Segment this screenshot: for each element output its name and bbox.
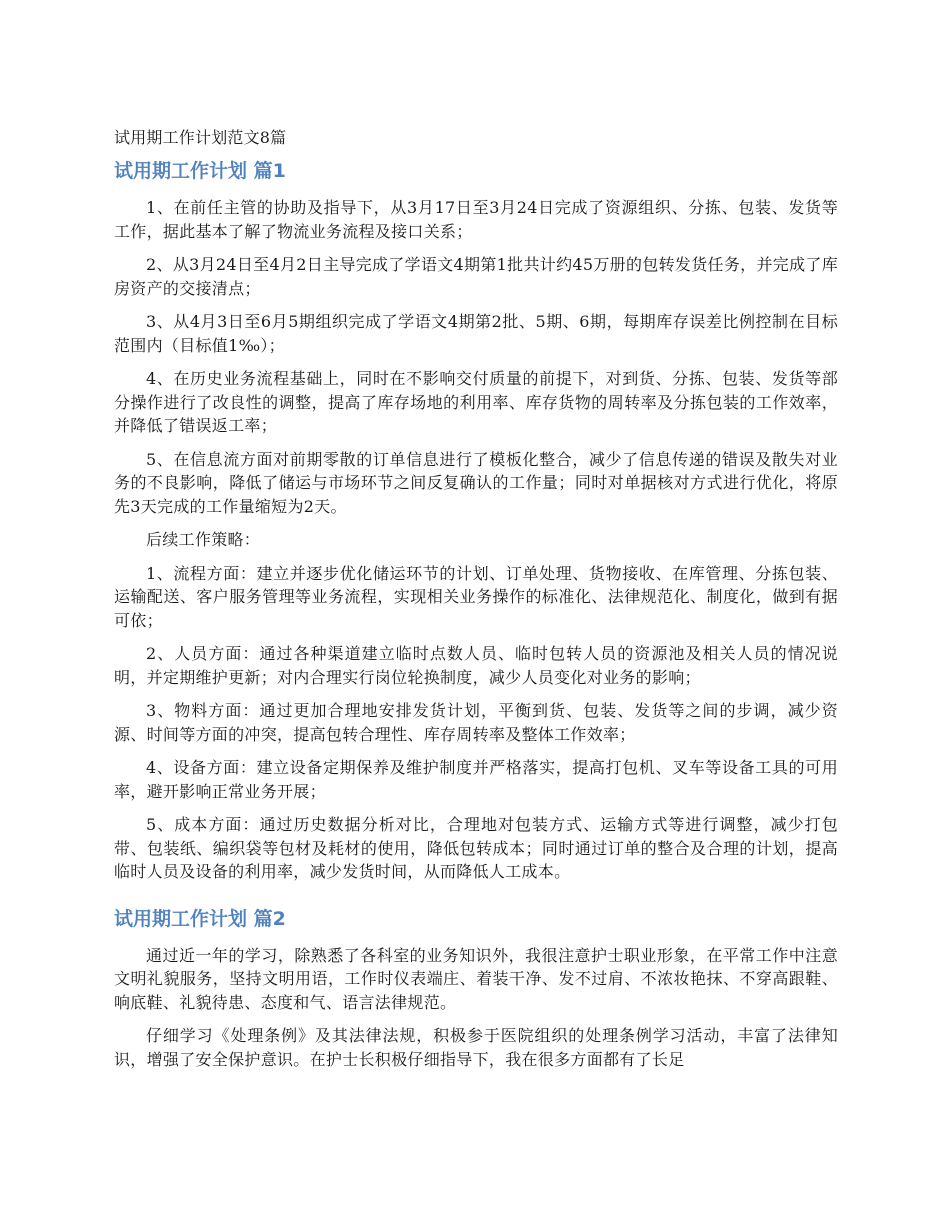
paragraph: 2、从3月24日至4月2日主导完成了学语文4期第1批共计约45万册的包转发货任务，并完成了库房资产的交接清点； [114,255,838,298]
document-page [114,128,838,1081]
section-2 [114,906,838,1072]
section-heading-2: 试用期工作计划 篇2 [114,907,286,930]
paragraph: 3、从4月3日至6月5期组织完成了学语文4期第2批、5期、6期，每期库存误差比例控制在目标范围内（目标值1‰）； [114,312,838,355]
paragraph: 5、成本方面：通过历史数据分析对比，合理地对包装方式、运输方式等进行调整，减少打包带、包装纸、编织袋等包材及耗材的使用，降低包转成本；同时通过订单的整合及合理的计划，提高临时人员及设备的利用率，减少发货时间，从而降低人工成本。 [114,815,838,881]
paragraph: 5、在信息流方面对前期零散的订单信息进行了模板化整合，减少了信息传递的错误及散失对业务的不良影响，降低了储运与市场环节之间反复确认的工作量；同时对单据核对方式进行优化，将原先3天完成的工作量缩短为2天。 [114,449,838,516]
paragraph: 3、物料方面：通过更加合理地安排发货计划，平衡到货、包装、发货等之间的步调，减少资源、时间等方面的冲突，提高包转合理性、库存周转率及整体工作效率； [114,701,838,744]
section-spacer [114,894,838,906]
paragraph: 通过近一年的学习，除熟悉了各科室的业务知识外，我很注意护士职业形象，在平常工作中注意文明礼貌服务，坚持文明用语，工作时仪表端庄、着装干净、发不过肩、不浓妆艳抹、不穿高跟鞋、响底鞋、礼貌待患、态度和气、语言法律规范。 [114,945,838,1012]
paragraph: 1、流程方面：建立并逐步优化储运环节的计划、订单处理、货物接收、在库管理、分拣包装、运输配送、客户服务管理等业务流程，实现相关业务操作的标准化、法律规范化、制度化，做到有据可依； [114,563,838,630]
section-heading-1: 试用期工作计划 篇1 [114,160,286,182]
subheading-followup-strategy: 后续工作策略： [146,530,261,549]
paragraph: 4、在历史业务流程基础上，同时在不影响交付质量的前提下，对到货、分拣、包装、发货等部分操作进行了改良性的调整，提高了库存场地的利用率、库存货物的周转率及分拣包装的工作效率，并降低了错误返工率； [114,369,838,435]
document-title: 试用期工作计划范文8篇 [114,128,287,147]
paragraph: 4、设备方面：建立设备定期保养及维护制度并严格落实，提高打包机、叉车等设备工具的可用率，避开影响正常业务开展； [114,758,838,801]
paragraph: 2、人员方面：通过各种渠道建立临时点数人员、临时包转人员的资源池及相关人员的情况说明，并定期维护更新；对内合理实行岗位轮换制度，减少人员变化对业务的影响； [114,644,838,687]
section-1 [114,158,838,884]
paragraph: 1、在前任主管的协助及指导下，从3月17日至3月24日完成了资源组织、分拣、包装、发货等工作，据此基本了解了物流业务流程及接口关系； [114,198,838,241]
paragraph: 仔细学习《处理条例》及其法律法规，积极参于医院组织的处理条例学习活动，丰富了法律知识，增强了安全保护意识。在护士长积极仔细指导下，我在很多方面都有了长足 [114,1026,838,1069]
